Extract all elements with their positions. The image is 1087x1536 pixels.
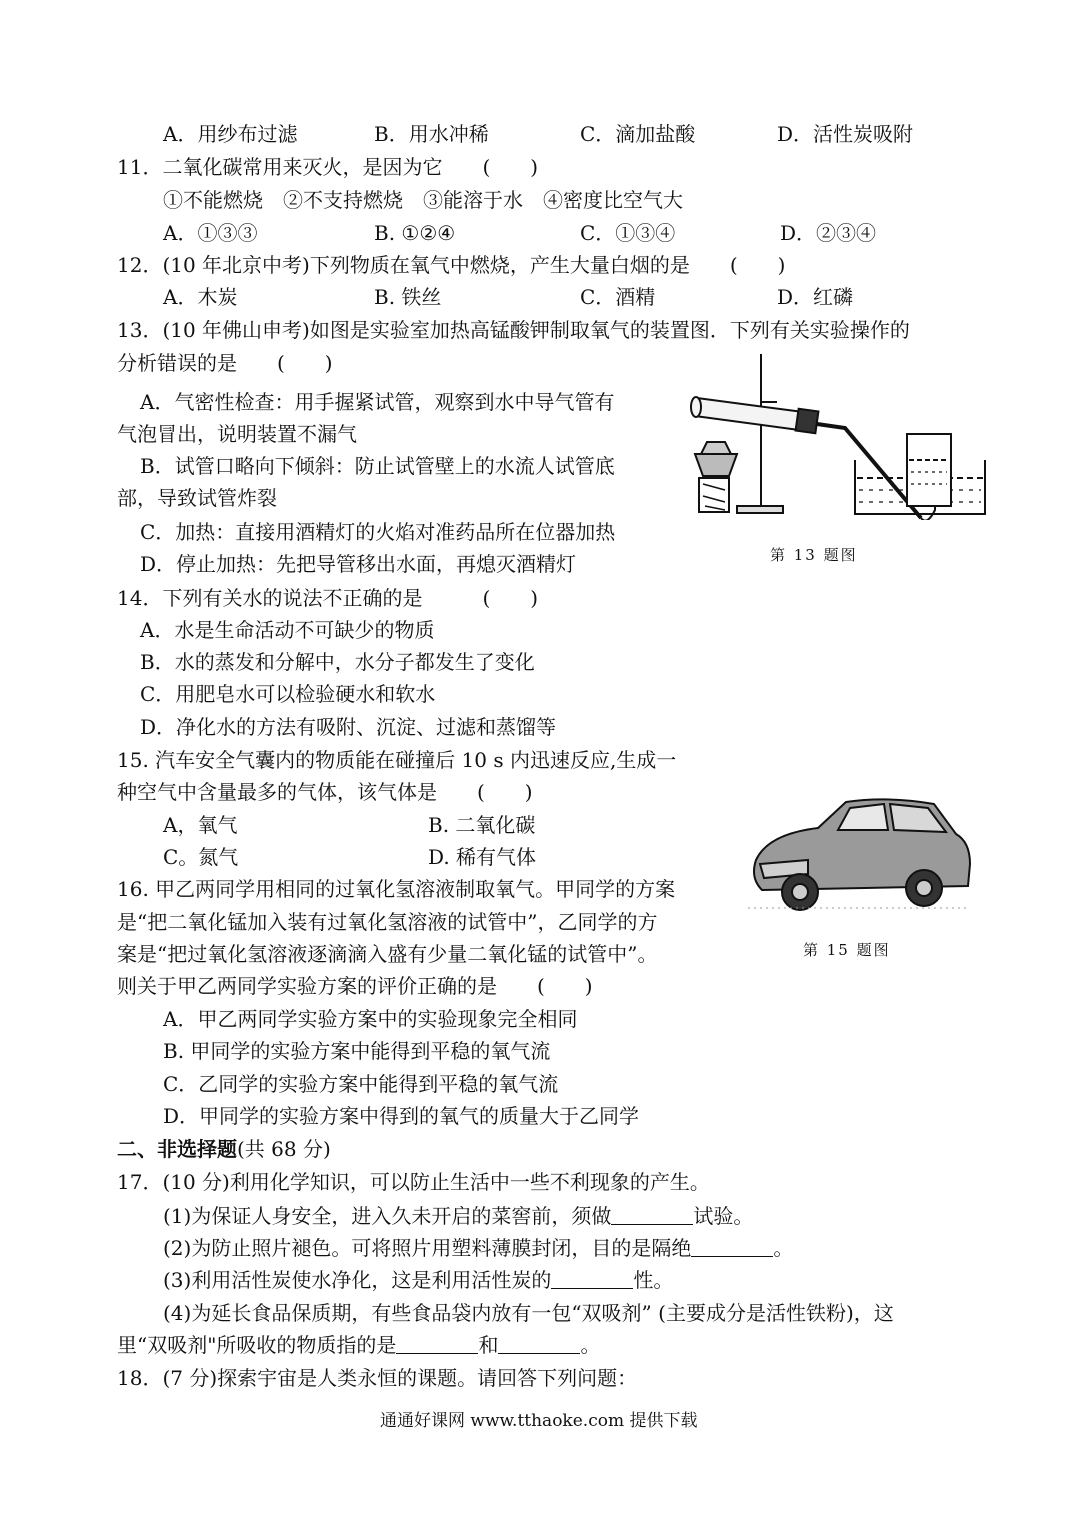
q12-option-b: B. 铁丝: [374, 285, 442, 309]
q10-option-d: D．活性炭吸附: [777, 122, 914, 146]
q14-option-d: D．净化水的方法有吸附、沉淀、过滤和蒸馏等: [140, 715, 557, 739]
q15-figure-caption: 第 15 题图: [803, 941, 891, 959]
section-score: (共 68 分): [237, 1137, 331, 1161]
answer-blank[interactable]: [396, 1333, 478, 1354]
q16-option-a: A．甲乙两同学实验方案中的实验现象完全相同: [163, 1007, 578, 1031]
q16-option-d: D．甲同学的实验方案中得到的氧气的质量大于乙同学: [163, 1104, 640, 1128]
answer-blank[interactable]: [611, 1204, 693, 1225]
q14-stem: 14．下列有关水的说法不正确的是 ( ): [117, 586, 539, 610]
section-title: 二、非选择题: [117, 1137, 237, 1161]
q13-option-b-line1: B．试管口略向下倾斜：防止试管壁上的水流人试管底: [140, 454, 615, 478]
q17-part3: [163, 1265, 673, 1295]
q17-part1: [163, 1201, 753, 1231]
q14-option-a: A．水是生命活动不可缺少的物质: [140, 618, 435, 642]
q11-option-b: B. ①②④: [374, 221, 456, 245]
q10-option-c: C．滴加盐酸: [580, 122, 696, 146]
q17-part1-suffix: 试验。: [693, 1204, 754, 1228]
answer-blank[interactable]: [498, 1333, 580, 1354]
q18-stem: 18．(7 分)探索宇宙是人类永恒的课题。请回答下列问题：: [117, 1366, 638, 1390]
q10-option-b: B．用水冲稀: [374, 122, 489, 146]
q12-stem: 12．(10 年北京中考)下列物质在氧气中燃烧，产生大量白烟的是 ( ): [117, 253, 786, 277]
q13-stem-line2: 分析错误的是 ( ): [117, 351, 333, 375]
q17-part2-text: (2)为防止照片褪色。可将照片用塑料薄膜封闭，目的是隔绝: [163, 1236, 692, 1260]
car-figure: [738, 768, 978, 928]
q13-option-c: C．加热：直接用酒精灯的火焰对准药品所在位器加热: [140, 520, 616, 544]
q17-part1-text: (1)为保证人身安全，进入久未开启的菜窖前，须做: [163, 1204, 612, 1228]
answer-blank[interactable]: [551, 1268, 633, 1289]
oxygen-apparatus-figure: [685, 350, 995, 520]
q16-stem-line4: 则关于甲乙两同学实验方案的评价正确的是 ( ): [117, 974, 593, 998]
q17-part4-and: 和: [478, 1333, 499, 1357]
q16-stem-line3: 案是“把过氧化氢溶液逐滴滴入盛有少量二氧化锰的试管中”。: [117, 942, 658, 966]
section-heading: [117, 1134, 331, 1164]
q17-part3-text: (3)利用活性炭使水净化，这是利用活性炭的: [163, 1268, 552, 1292]
q11-stem: 11．二氧化碳常用来灭火，是因为它 ( ): [117, 155, 539, 179]
q13-option-b-line2: 部，导致试管炸裂: [117, 486, 277, 510]
q11-option-c: C．①③④: [580, 221, 676, 245]
q14-option-b: B．水的蒸发和分解中，水分子都发生了变化: [140, 650, 535, 674]
q13-option-a-line2: 气泡冒出，说明装置不漏气: [117, 422, 357, 446]
q15-option-a: A，氧气: [163, 813, 238, 837]
q17-part3-suffix: 性。: [633, 1268, 674, 1292]
q17-part4-text: 里“双吸剂"所吸收的物质指的是: [117, 1333, 397, 1357]
q12-option-a: A．木炭: [163, 285, 238, 309]
page-footer: 通通好课网 www.tthaoke.com 提供下载: [380, 1411, 698, 1431]
q17-part2-suffix: 。: [773, 1236, 794, 1260]
q15-option-b: B. 二氧化碳: [428, 813, 536, 837]
q11-option-a: A．①③③: [163, 221, 258, 245]
q15-stem-line1: 15. 汽车安全气囊内的物质能在碰撞后 10 s 内迅速反应,生成一: [117, 748, 677, 772]
q15-stem-line2: 种空气中含量最多的气体，该气体是 ( ): [117, 780, 533, 804]
q17-part4-line1: (4)为延长食品保质期，有些食品袋内放有一包“双吸剂” (主要成分是活性铁粉)，这: [163, 1301, 894, 1325]
q17-part4-line2: [117, 1330, 600, 1360]
q15-option-c: C。氮气: [163, 845, 239, 869]
q13-stem-line1: 13．(10 年佛山申考)如图是实验室加热高锰酸钾制取氧气的装置图．下列有关实验操作的: [117, 318, 910, 342]
q16-option-b: B. 甲同学的实验方案中能得到平稳的氧气流: [163, 1039, 551, 1063]
q13-figure-caption: 第 13 题图: [770, 546, 858, 564]
q13-option-d: D．停止加热：先把导管移出水面，再熄灭酒精灯: [140, 552, 577, 576]
q17-part2: [163, 1233, 793, 1263]
q15-option-d: D. 稀有气体: [428, 845, 537, 869]
q16-stem-line1: 16. 甲乙两同学用相同的过氧化氢溶液制取氧气。甲同学的方案: [117, 877, 676, 901]
q10-option-a: A．用纱布过滤: [163, 122, 298, 146]
q16-stem-line2: 是“把二氧化锰加入装有过氧化氢溶液的试管中”，乙同学的方: [117, 910, 658, 934]
q16-option-c: C．乙同学的实验方案中能得到平稳的氧气流: [163, 1072, 559, 1096]
q11-items: ①不能燃烧 ②不支持燃烧 ③能溶于水 ④密度比空气大: [163, 188, 683, 212]
q17-stem: 17．(10 分)利用化学知识，可以防止生活中一些不利现象的产生。: [117, 1170, 710, 1194]
q12-option-c: C．酒精: [580, 285, 656, 309]
answer-blank[interactable]: [691, 1236, 773, 1257]
q17-part4-suffix: 。: [580, 1333, 601, 1357]
q13-option-a-line1: A．气密性检查：用手握紧试管，观察到水中导气管有: [140, 390, 615, 414]
q12-option-d: D．红磷: [777, 285, 854, 309]
q14-option-c: C．用肥皂水可以检验硬水和软水: [140, 682, 436, 706]
q11-option-d: D．②③④: [780, 221, 877, 245]
